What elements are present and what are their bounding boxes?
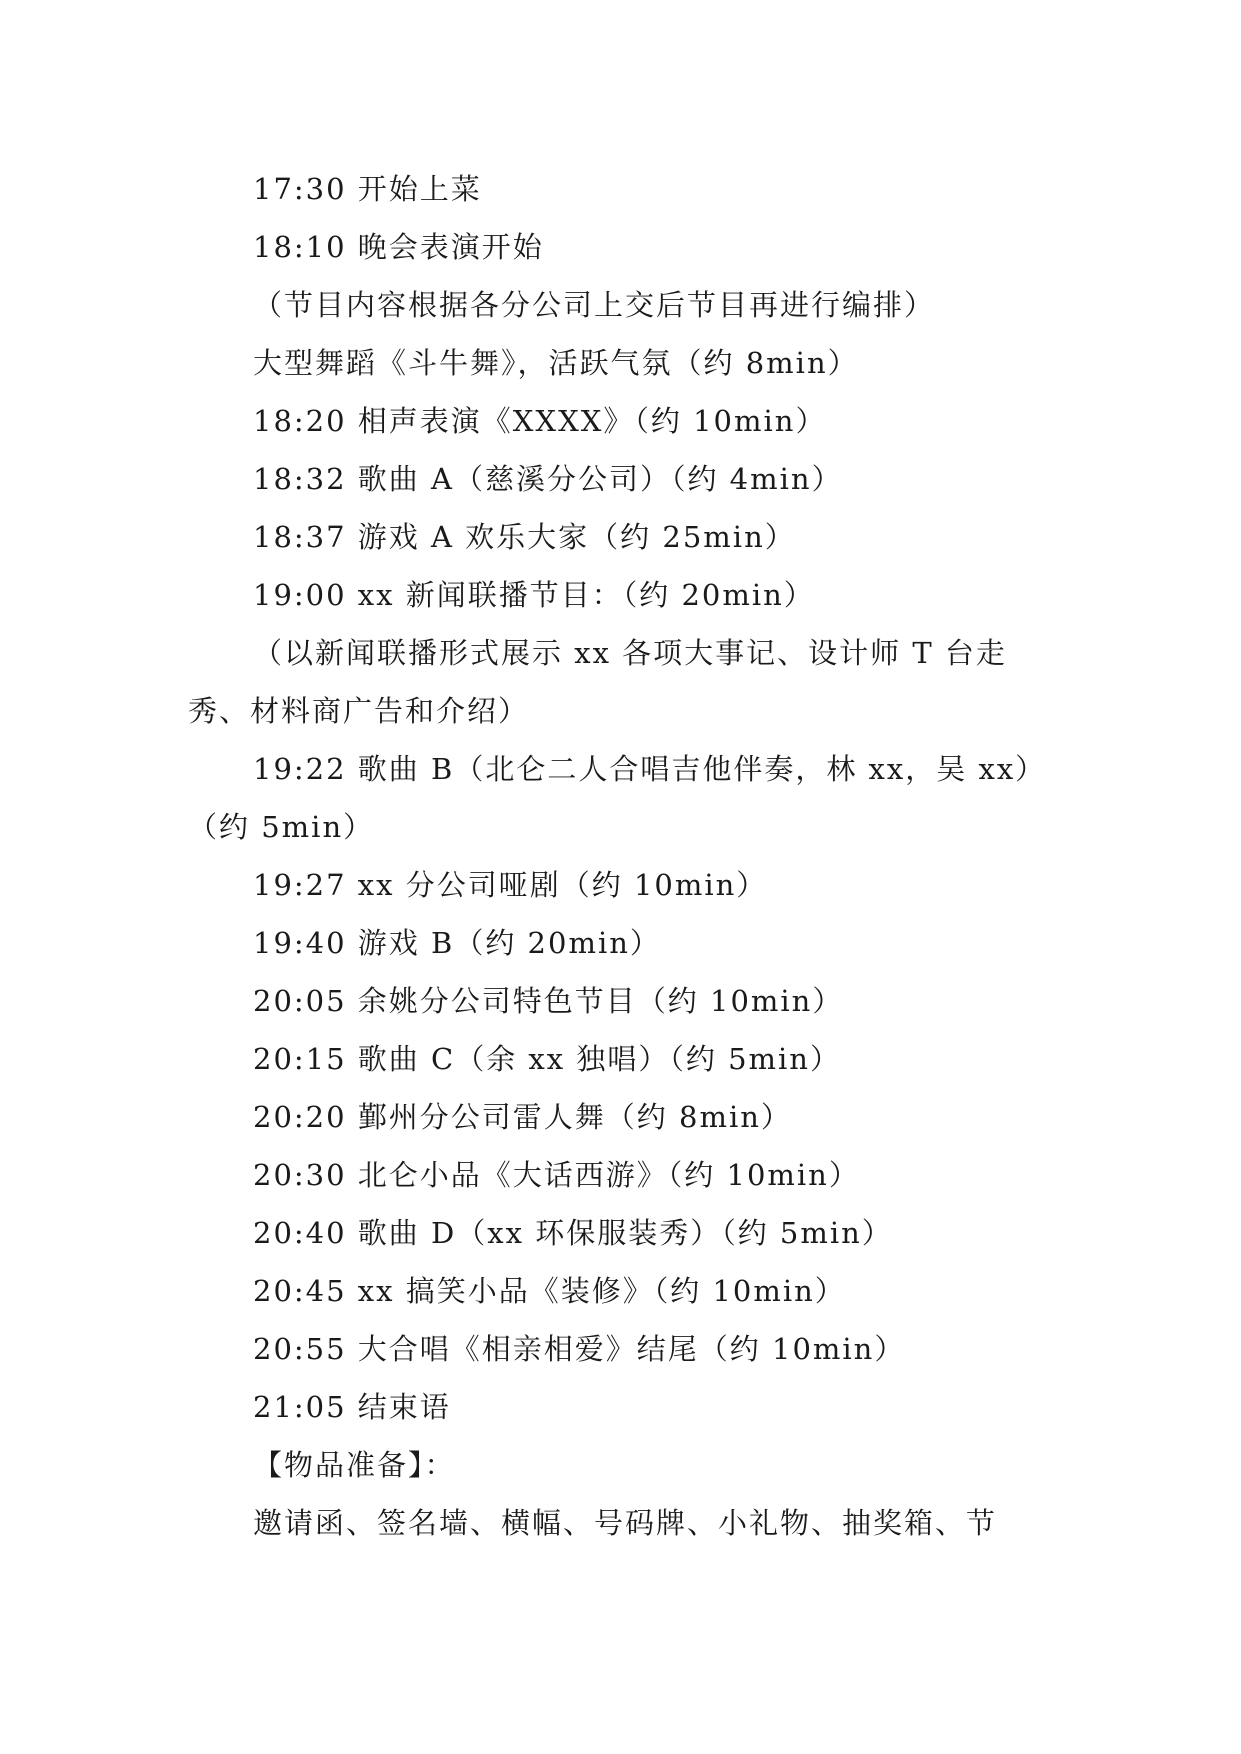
paragraph-3: 大型舞蹈《斗牛舞》，活跃气氛（约 8min） <box>253 346 859 380</box>
paragraph-13: 20:15 歌曲 C（余 xx 独唱）（约 5min） <box>253 1042 841 1076</box>
paragraph-12: 20:05 余姚分公司特色节目（约 10min） <box>253 984 844 1018</box>
paragraph-5: 18:32 歌曲 A（慈溪分公司）（约 4min） <box>253 462 843 496</box>
paragraph-16: 20:40 歌曲 D（xx 环保服装秀）（约 5min） <box>253 1216 893 1250</box>
paragraph-20: 【物品准备】： <box>253 1448 456 1482</box>
document-body <box>188 160 1058 1552</box>
paragraph-21: 邀请函、签名墙、横幅、号码牌、小礼物、抽奖箱、节 <box>253 1506 998 1540</box>
paragraph-18: 20:55 大合唱《相亲相爱》结尾（约 10min） <box>253 1332 906 1366</box>
paragraph-8: （以新闻联播形式展示 xx 各项大事记、设计师 T 台走秀、材料商广告和介绍） <box>188 636 1007 728</box>
paragraph-10: 19:27 xx 分公司哑剧（约 10min） <box>253 868 768 902</box>
paragraph-2: （节目内容根据各分公司上交后节目再进行编排） <box>253 288 936 322</box>
paragraph-7: 19:00 xx 新闻联播节目：（约 20min） <box>253 578 815 612</box>
paragraph-14: 20:20 鄞州分公司雷人舞（约 8min） <box>253 1100 792 1134</box>
paragraph-4: 18:20 相声表演《XXXX》（约 10min） <box>253 404 827 438</box>
paragraph-11: 19:40 游戏 B（约 20min） <box>253 926 661 960</box>
paragraph-0: 17:30 开始上菜 <box>253 172 482 206</box>
paragraph-15: 20:30 北仑小品《大话西游》（约 10min） <box>253 1158 860 1192</box>
paragraph-9: 19:22 歌曲 B（北仑二人合唱吉他伴奏，林 xx，吴 xx）（约 5min） <box>188 752 1047 844</box>
paragraph-17: 20:45 xx 搞笑小品《装修》（约 10min） <box>253 1274 846 1308</box>
paragraph-19: 21:05 结束语 <box>253 1390 451 1424</box>
paragraph-1: 18:10 晚会表演开始 <box>253 230 544 264</box>
paragraph-6: 18:37 游戏 A 欢乐大家（约 25min） <box>253 520 796 554</box>
